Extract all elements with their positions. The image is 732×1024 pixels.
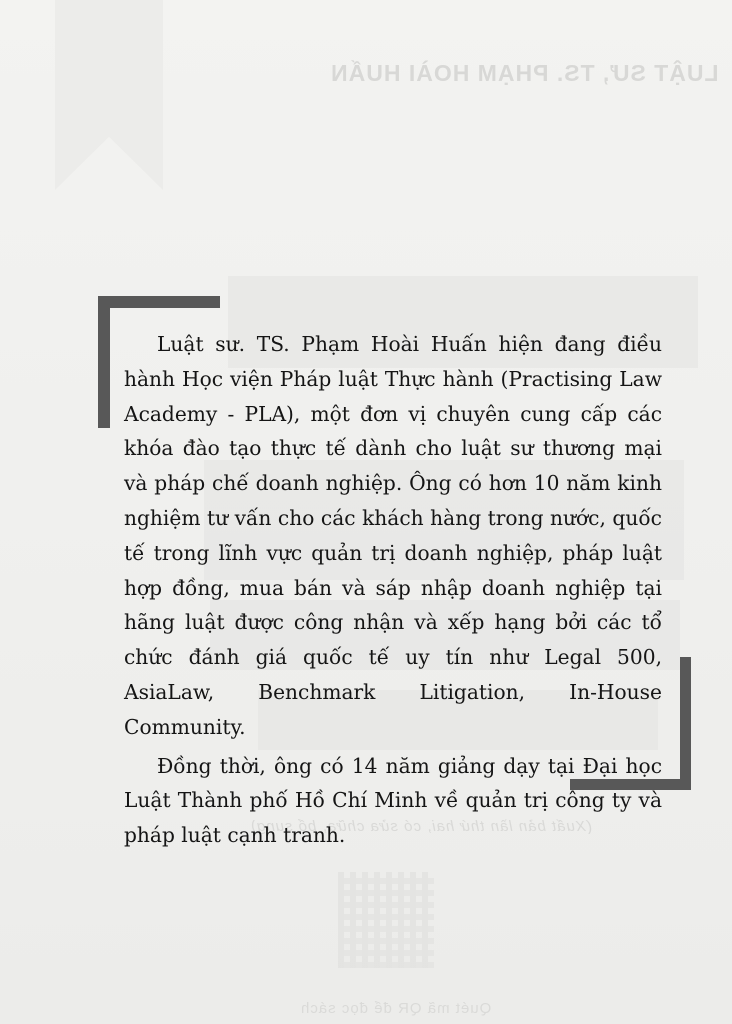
bleed-through-qr-code xyxy=(338,872,434,968)
author-bio xyxy=(124,327,662,853)
bleed-through-author-line: LUẬT SƯ, TS. PHẠM HOÀI HUẤN xyxy=(330,60,719,86)
bio-paragraph-1: Luật sư. TS. Phạm Hoài Huấn hiện đang điều hành Học viện Pháp luật Thực hành (Practising Law Academy - PLA), một đơn vị chuyên cung cấp các khóa đào tạo thực tế dành cho luật sư thương mại và pháp chế doanh nghiệp. Ông có hơn 10 năm kinh nghiệm tư vấn cho các khách hàng trong nước, quốc tế trong lĩnh vực quản trị doanh nghiệp, pháp luật hợp đồng, mua bán và sáp nhập doanh nghiệp tại hãng luật được công nhận và xếp hạng bởi các tổ chức đánh giá quốc tế uy tín như Legal 500, AsiaLaw, Benchmark Litigation, In-House Community. xyxy=(124,332,662,739)
bio-paragraph-2: Đồng thời, ông có 14 năm giảng dạy tại Đại học Luật Thành phố Hồ Chí Minh về quản trị công ty và pháp luật cạnh tranh. xyxy=(124,753,662,848)
bleed-through-edition-note: (Xuất bản lần thứ hai, có sửa chữa, bổ sung) xyxy=(250,818,592,835)
bleed-through-bookmark-ribbon xyxy=(55,0,163,190)
bleed-through-bottom-line: Quét mã QR để đọc sách xyxy=(300,1000,492,1017)
